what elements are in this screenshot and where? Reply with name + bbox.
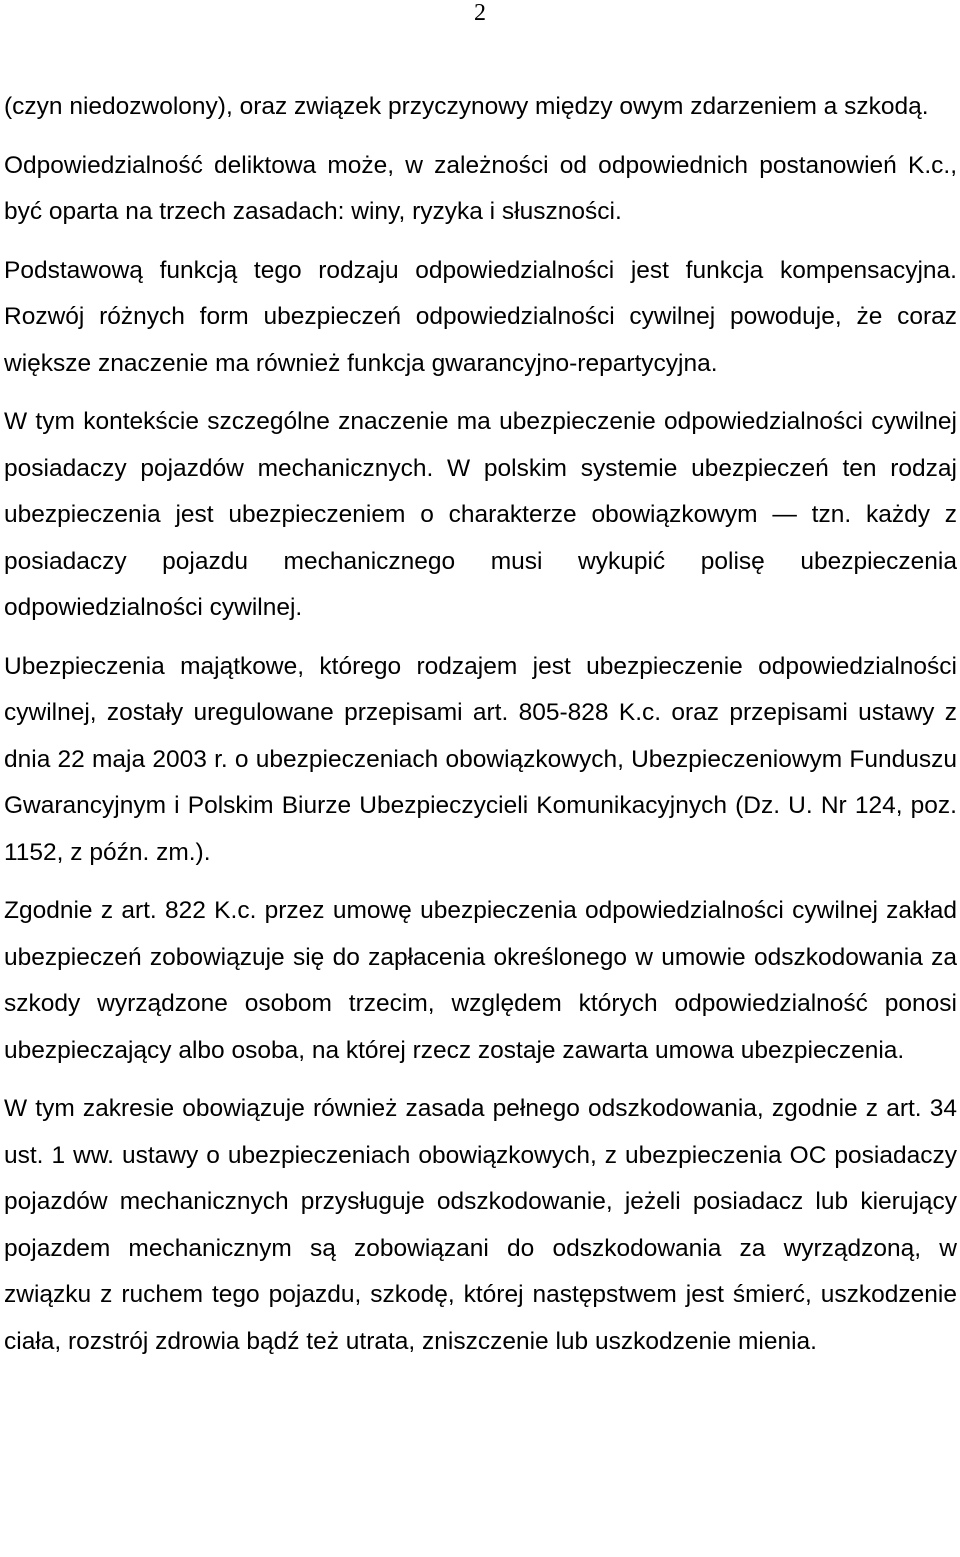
page-number: 2	[474, 0, 486, 26]
paragraph-6: Zgodnie z art. 822 K.c. przez umowę ubezpieczenia odpowiedzialności cywilnej zakład ubezpieczeń zobowiązuje się do zapłacenia określonego w umowie odszkodowania za szkody wyrządzone osobom trzecim, względem których odpowiedzialność ponosi ubezpieczający albo osoba, na której rzecz zostaje zawarta umowa ubezpieczenia.	[4, 897, 957, 1064]
paragraph-4: W tym kontekście szczególne znaczenie ma ubezpieczenie odpowiedzialności cywilnej posiadaczy pojazdów mechanicznych. W polskim systemie ubezpieczeń ten rodzaj ubezpieczenia jest ubezpieczeniem o charakterze obowiązkowym — tzn. każdy z posiadaczy pojazdu mechanicznego musi wykupić polisę ubezpieczenia odpowiedzialności cywilnej.	[4, 408, 957, 621]
paragraph-5: Ubezpieczenia majątkowe, którego rodzajem jest ubezpieczenie odpowiedzialności cywilnej, zostały uregulowane przepisami art. 805-828 K.c. oraz przepisami ustawy z dnia 22 maja 2003 r. o ubezpieczeniach obowiązkowych, Ubezpieczeniowym Funduszu Gwarancyjnym i Polskim Biurze Ubezpieczycieli Komunikacyjnych (Dz. U. Nr 124, poz. 1152, z późn. zm.).	[4, 652, 957, 866]
document-body	[4, 84, 957, 1377]
paragraph-3: Podstawową funkcją tego rodzaju odpowiedzialności jest funkcja kompensacyjna. Rozwój różnych form ubezpieczeń odpowiedzialności cywilnej powoduje, że coraz większe znaczenie ma również funkcja gwarancyjno-repartycyjna.	[4, 256, 957, 377]
paragraph-2: Odpowiedzialność deliktowa może, w zależności od odpowiednich postanowień K.c., być oparta na trzech zasadach: winy, ryzyka i słuszności.	[4, 151, 957, 225]
paragraph-7: W tym zakresie obowiązuje również zasada pełnego odszkodowania, zgodnie z art. 34 ust. 1 ww. ustawy o ubezpieczeniach obowiązkowych, z ubezpieczenia OC posiadaczy pojazdów mechanicznych przysługuje odszkodowanie, jeżeli posiadacz lub kierujący pojazdem mechanicznym są zobowiązani do odszkodowania za wyrządzoną, w związku z ruchem tego pojazdu, szkodę, której następstwem jest śmierć, uszkodzenie ciała, rozstrój zdrowia bądź też utrata, zniszczenie lub uszkodzenie mienia.	[4, 1095, 957, 1355]
paragraph-1: (czyn niedozwolony), oraz związek przyczynowy między owym zdarzeniem a szkodą.	[4, 93, 929, 120]
